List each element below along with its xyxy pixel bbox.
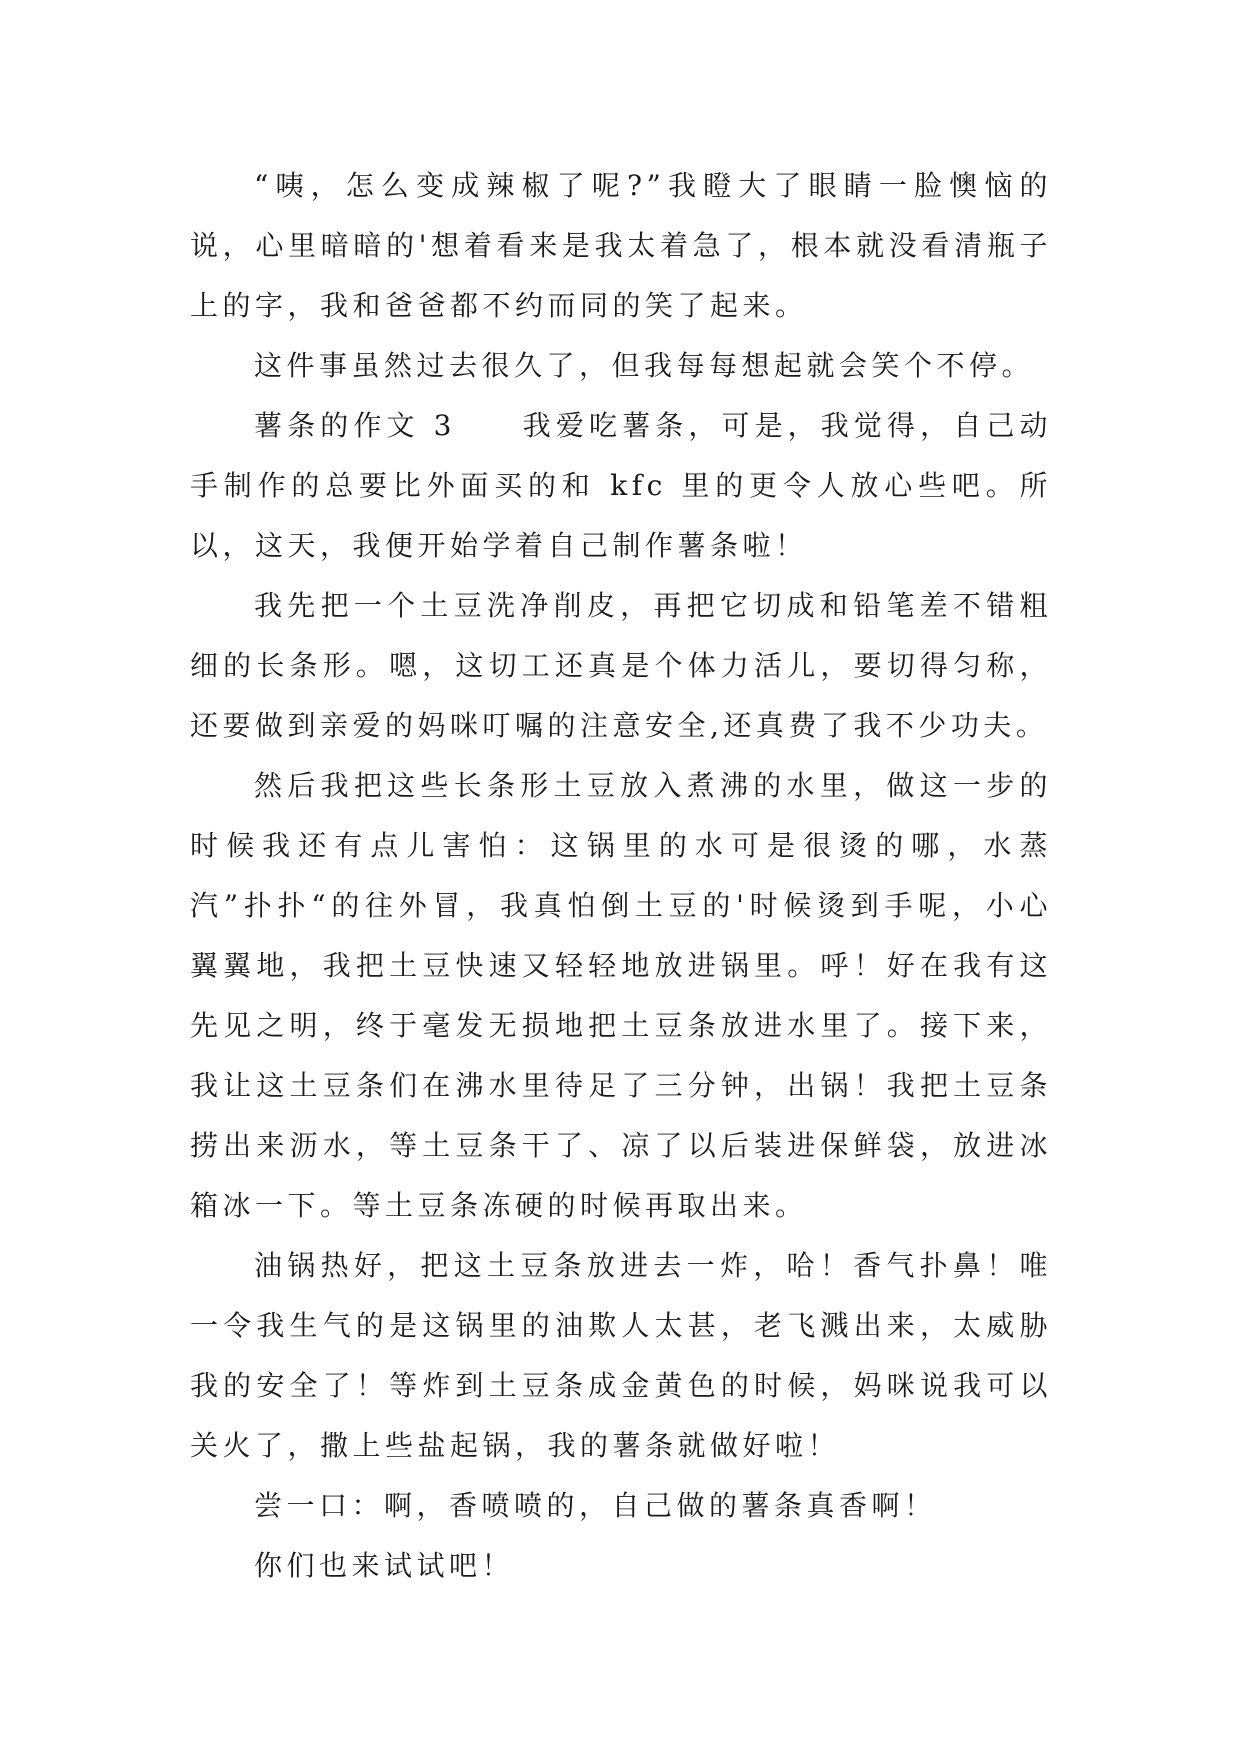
paragraph-fry: 油锅热好，把这土豆条放进去一炸，哈！香气扑鼻！唯一令我生气的是这锅里的油欺人太甚，老飞溅出来，太威胁我的安全了！等炸到土豆条成金黄色的时候，妈咪说我可以关火了，撒上些盐起锅，我的薯条就做好啦！ <box>190 1249 1052 1462</box>
paragraph-still-laugh: 这件事虽然过去很久了，但我每每想起就会笑个不停。 <box>254 349 1035 382</box>
paragraph-peel-and-cut: 我先把一个土豆洗净削皮，再把它切成和铅笔差不错粗细的长条形。嗯，这切工还真是个体力活儿，要切得匀称，还要做到亲爱的妈咪叮嘱的注意安全,还真费了我不少功夫。 <box>190 589 1052 742</box>
paragraph-taste: 尝一口：啊，香喷喷的，自己做的薯条真香啊！ <box>254 1489 937 1522</box>
paragraph-try-it: 你们也来试试吧！ <box>254 1549 515 1582</box>
paragraph-boil-and-freeze: 然后我把这些长条形土豆放入煮沸的水里，做这一步的时候我还有点儿害怕：这锅里的水可是很烫的哪，水蒸汽”扑扑“的往外冒，我真怕倒土豆的'时候烫到手呢，小心翼翼地，我把土豆快速又轻轻地放进锅里。呼！好在我有这先见之明，终于毫发无损地把土豆条放进水里了。接下来，我让这土豆条们在沸水里待足了三分钟，出锅！我把土豆条捞出来沥水，等土豆条干了、凉了以后装进保鲜袋，放进冰箱冰一下。等土豆条冻硬的时候再取出来。 <box>190 769 1052 1222</box>
paragraph-chili-mistake: “咦，怎么变成辣椒了呢?”我瞪大了眼睛一脸懊恼的说，心里暗暗的'想着看来是我太着急了，根本就没看清瓶子上的字，我和爸爸都不约而同的笑了起来。 <box>190 169 1052 322</box>
paragraph-essay-3-intro: 薯条的作文 3 我爱吃薯条，可是，我觉得，自己动手制作的总要比外面买的和 kfc 里的更令人放心些吧。所以，这天，我便开始学着自己制作薯条啦！ <box>190 409 1052 562</box>
article-body <box>190 156 1052 1596</box>
